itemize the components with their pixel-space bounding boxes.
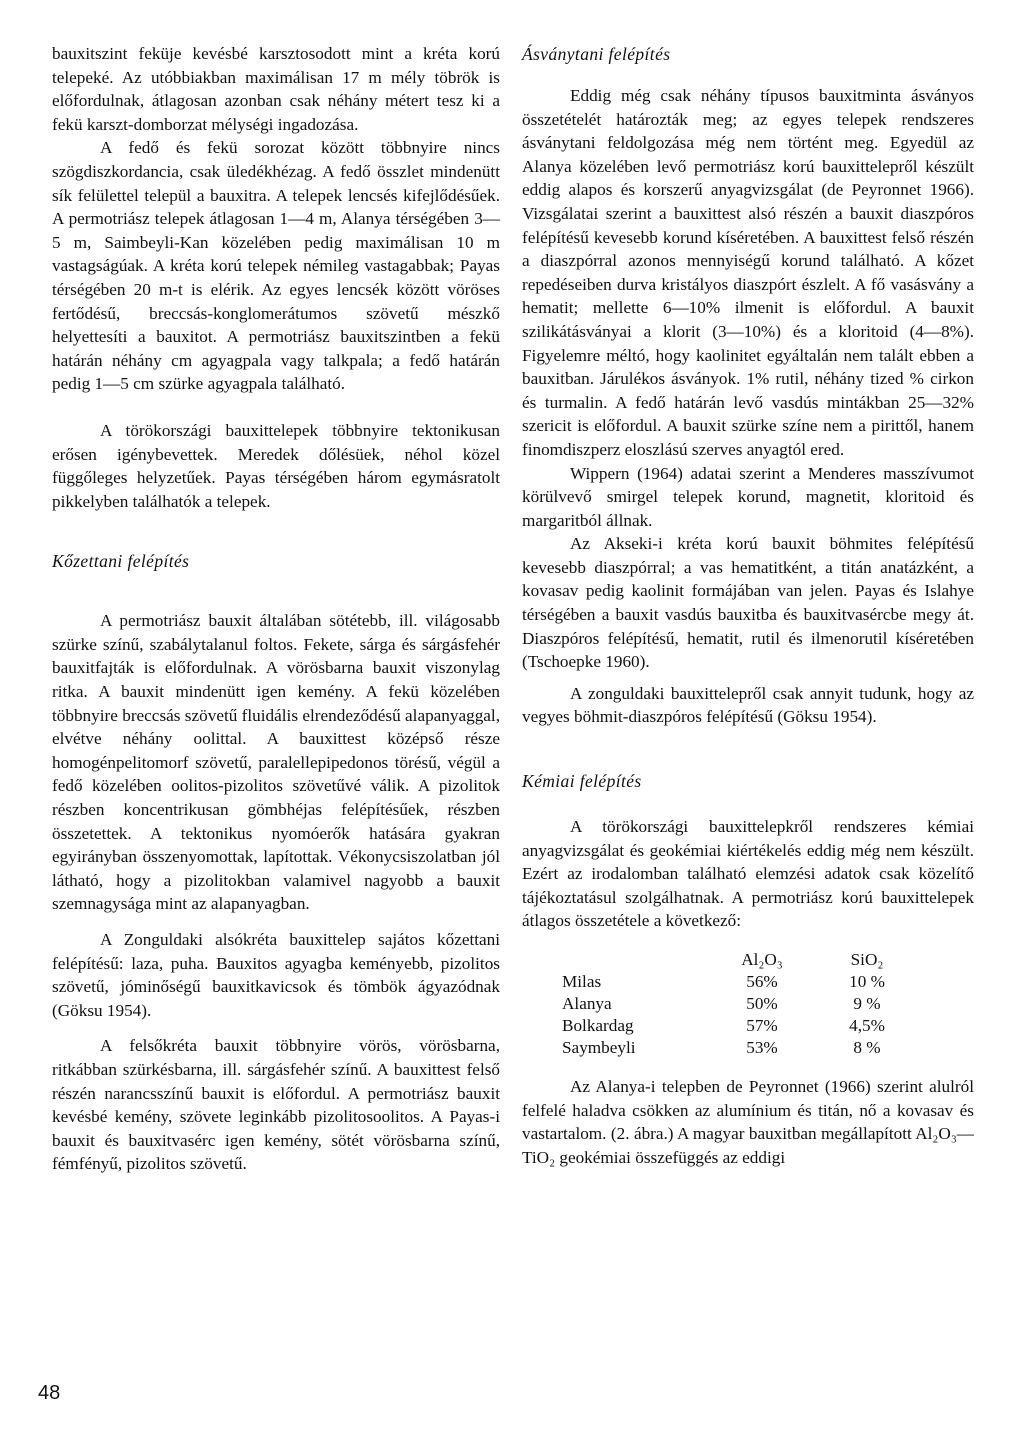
location-cell: Saymbeyli [562,1038,636,1057]
section-heading-kozettani: Kőzettani felépítés [52,551,190,572]
section-heading-asvanytani: Ásványtani felépítés [522,44,671,64]
table-row [562,1037,922,1059]
paragraph: Eddig még csak néhány típusos bauxitminta ásványos összetételét határozták meg; az egyes telepek rendszeres ásványtani feldolgozása még nem történt meg. Egyedül az Alanya közelében levő permotriász korú bauxittelepről készült eddig alapos és korszerű anyagvizsgálat (de Peyronnet 1966). Vizsgálatai szerint a bauxittest alsó részén a bauxit diaszpóros felépítésű kevesebb korund kíséretében. A bauxittest felső részén a diaszpórral azonos mennyiségű korund található. A kőzet repedéseiben durva kristályos diaszpórt észlelt. A fő vasásvány a hematit; mellette 6—10% ilmenit is előfordul. A bauxit szilikátásványai a klorit (3—10%) és a kloritoid (4—8%). Figyelemre méltó, hogy kaolinitet egyáltalán nem talált ebben a bauxitban. Járulékos ásványok. 1% rutil, néhány tized % cirkon és turmalin. A fedő határán levő vasdús mintákban 25—32% szericit is előfordul. A bauxit szürke színe nem a pirittől, hanem finomdiszperz eloszlású szerves anyagtól ered. [522,86,974,459]
right-column [522,42,974,1169]
table-row [562,971,922,993]
paragraph: A permotriász bauxit általában sötétebb, ill. világosabb szürke színű, szabálytalanul foltos. Fekete, sárga és sárgásfehér bauxitfajták is előfordulnak. A vörösbarna bauxit viszonylag ritka. A bauxit mindenütt igen kemény. A fekü közelében többnyire breccsás szövetű fluidális elrendeződésű alapanyaggal, elvétve néhány oolittal. A bauxittest középső része homogénpelitomorf szövetű, paralellepipedonos törésű, végül a fedő közelében oolitos-pizolitos szövetűvé válik. A pizolitok részben koncentrikusan gömbhéjas felépítésűek, részben összetettek. A tektonikus nyomóerők hatására gyakran egyirányban összenyomottak, lapítottak. Vékonycsiszolatban jól látható, hogy a pizolitokban valamivel nagyobb a bauxit szemnagysága mint az alapanyagban. [52,611,500,914]
paragraph: A törökországi bauxittelepkről rendszeres kémiai anyagvizsgálat és geokémiai kiértékelés eddig még nem készült. Ezért az irodalomban található elemzési adatok csak közelítő tájékoztatásul szolgálhatnak. A permotriász korú bauxittelepek átlagos összetétele a következő: [522,817,974,931]
al2o3-cell: 57% [746,1016,778,1035]
table-header-row [562,949,922,971]
paragraph: A felsőkréta bauxit többnyire vörös, vörösbarna, ritkábban szürkésbarna, ill. sárgásfehér színű. A bauxittest felső részén narancsszínű bauxit is előfordul. A permotriász bauxit kevésbé kemény, szövete leginkább pizolitosoolitos. A Payas-i bauxit és bauxitvasérc igen kemény, sötét vörösbarna színű, fémfényű, pizolitos szövetű. [52,1036,500,1174]
al2o3-cell: 53% [746,1038,778,1057]
sio2-cell: 9 % [853,994,881,1013]
sio2-cell: 4,5% [849,1016,885,1035]
section-heading-kemiai: Kémiai felépítés [522,771,642,792]
left-column [52,42,500,1176]
column-header-al2o3: Al₂O₃ [741,950,783,969]
sio2-cell: 8 % [853,1038,881,1057]
column-header-sio2: SiO₂ [850,950,884,969]
paragraph: A törökországi bauxittelepek többnyire tektonikusan erősen igénybevettek. Meredek dőlésüek, néhol közel függőleges helyzetűek. Payas térségében három egymásratolt pikkelyben találhatók a telepek. [52,420,500,511]
composition-table [562,949,922,1059]
paragraph: Az Alanya-i telepben de Peyronnet (1966) szerint alulról felfelé haladva csökken az alumínium és titán, nő a kovasav és vastartalom. (2. ábra.) A magyar bauxitban megállapított Al₂O₃—TiO₂ geokémiai összefüggés az eddigi [522,1077,974,1167]
location-cell: Bolkardag [562,1016,634,1035]
paragraph: A fedő és fekü sorozat között többnyire nincs szögdiszkordancia, csak üledékhézag. A fedő összlet mindenütt sík felülettel települ a bauxitra. A telepek lencsés kifejlődésűek. A permotriász telepek átlagosan 1—4 m, Alanya térségében 3—5 m, Saimbeyli-Kan közelében pedig maximálisan 10 m vastagságúak. A kréta korú telepek némileg vastagabbak; Payas térségében 20 m-t is elérik. Az egyes lencsék között vöröses fertődésű, breccsás-konglomerátumos szövetű mészkő helyettesíti a bauxitot. A permotriász bauxitszintben a fekü határán néhány cm agyagpala vagy talkpala; a fedő határán pedig 1—5 cm szürke agyagpala található. [52,138,500,394]
location-cell: Alanya [562,994,612,1013]
al2o3-cell: 50% [746,994,778,1013]
table-row [562,1015,922,1037]
page-number: 48 [38,1382,61,1404]
table-row [562,993,922,1015]
al2o3-cell: 56% [746,972,778,991]
paragraph: bauxitszint feküje kevésbé karsztosodott mint a kréta korú telepeké. Az utóbbiakban maximálisan 17 m mély töbrök is előfordulnak, átlagosan azonban csak néhány métert tesz ki a fekü karszt-domborzat mélységi ingadozása. [52,44,500,134]
location-cell: Milas [562,972,602,991]
paragraph: A Zonguldaki alsókréta bauxittelep sajátos kőzettani felépítésű: laza, puha. Bauxitos agyagba keményebb, pizolitos szövetű, jóminőségű bauxitkavicsok és tömbök ágyazódnak (Göksu 1954). [52,930,500,1020]
paragraph: Az Akseki-i kréta korú bauxit böhmites felépítésű kevesebb diaszpórral; a vas hematitként, a titán anatázként, a kovasav pedig kaolinit formájában van jelen. Payas és Islahye térségében a bauxit vasdús bauxitba és bauxitvasércbe megy át. Diaszpóros felépítésű, hematit, rutil és ilmenorutil kíséretében (Tschoepke 1960). [522,534,974,672]
sio2-cell: 10 % [849,972,885,991]
paragraph: A zonguldaki bauxittelepről csak annyit tudunk, hogy az vegyes böhmit-diaszpóros felépítésű (Göksu 1954). [522,683,974,727]
paragraph: Wippern (1964) adatai szerint a Menderes masszívumot körülvevő smirgel telepek korund, magnetit, kloritoid és margaritból állnak. [522,463,974,530]
